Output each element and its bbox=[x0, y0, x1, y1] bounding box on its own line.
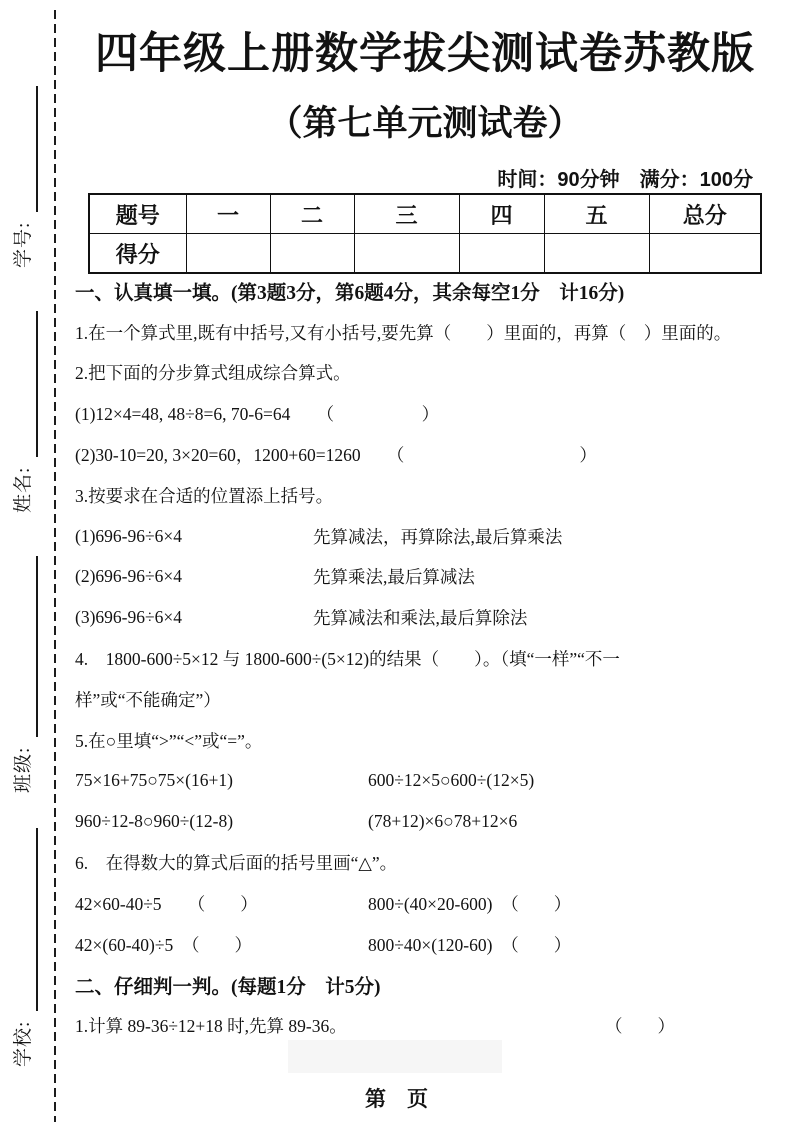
col-part-2: 二 bbox=[270, 194, 354, 234]
question-3-item-2 bbox=[75, 557, 775, 598]
score-table bbox=[88, 193, 762, 274]
expression: 800÷(40×20-600) （ ） bbox=[368, 893, 572, 914]
question-2-item-2: (2)30-10=20, 3×20=60，1200+60=1260 （ ） bbox=[75, 445, 597, 466]
expression: 800÷40×(120-60) （ ） bbox=[368, 934, 572, 955]
score-cell bbox=[270, 234, 354, 274]
expression: 75×16+75○75×(16+1) bbox=[75, 770, 233, 791]
score-cell bbox=[544, 234, 649, 274]
page-number-footer: 第 页 bbox=[365, 1088, 428, 1111]
student-name-blank-line bbox=[36, 311, 38, 457]
score-cell bbox=[459, 234, 544, 274]
page-subtitle: （第七单元测试卷） bbox=[267, 104, 583, 143]
score-cell bbox=[354, 234, 459, 274]
section-1-heading: 一、认真填一填。(第3题3分，第6题4分，其余每空1分 计16分) bbox=[75, 283, 625, 305]
class-blank-line bbox=[36, 556, 38, 737]
expression: 42×60-40÷5 （ ） bbox=[75, 893, 258, 914]
question-5: 5.在○里填“>”“<”或“=”。 bbox=[75, 730, 263, 751]
question-6: 6. 在得数大的算式后面的括号里画“△”。 bbox=[75, 853, 398, 874]
instruction: 先算减法和乘法,最后算除法 bbox=[313, 608, 528, 629]
student-id-field bbox=[11, 86, 38, 268]
question-3-item-3 bbox=[75, 597, 775, 638]
time-and-score-info: 时间：90分钟 满分：100分 bbox=[497, 169, 753, 191]
student-name-field bbox=[11, 311, 38, 513]
question-4-line-1: 4. 1800-600÷5×12 与 1800-600÷(5×12)的结果（ ）。（填“一样”“不一 bbox=[75, 649, 620, 670]
question-6-row-2 bbox=[75, 924, 775, 965]
question-4-line-2: 样”或“不能确定”） bbox=[75, 689, 221, 710]
exam-body bbox=[75, 271, 775, 1046]
expression: (2)696-96÷6×4 bbox=[75, 566, 182, 587]
question-3: 3.按要求在合适的位置添上括号。 bbox=[75, 485, 334, 506]
section-2-heading: 二、仔细判一判。(每题1分 计5分) bbox=[75, 976, 381, 998]
school-field bbox=[11, 828, 38, 1067]
expression: (3)696-96÷6×4 bbox=[75, 607, 182, 628]
question-text: 1.计算 89-36÷12+18 时,先算 89-36。 bbox=[75, 1016, 347, 1037]
student-id-blank-line bbox=[36, 86, 38, 212]
score-cell bbox=[649, 234, 761, 274]
school-blank-line bbox=[36, 828, 38, 1011]
class-field bbox=[11, 556, 38, 793]
question-3-item-1 bbox=[75, 516, 775, 557]
expression: (1)696-96÷6×4 bbox=[75, 525, 182, 546]
question-1: 1.在一个算式里,既有中括号,又有小括号,要先算（ ）里面的，再算（ ）里面的。 bbox=[75, 322, 732, 343]
col-part-3: 三 bbox=[354, 194, 459, 234]
question-2-item-1: (1)12×4=48, 48÷8=6, 70-6=64 （ ） bbox=[75, 404, 440, 425]
question-5-row-2 bbox=[75, 801, 775, 842]
question-number-header: 题号 bbox=[89, 194, 186, 234]
answer-blank: （ ） bbox=[605, 1016, 675, 1037]
col-total: 总分 bbox=[649, 194, 761, 234]
school-label: 学校: bbox=[13, 1020, 34, 1067]
col-part-4: 四 bbox=[459, 194, 544, 234]
score-table-score-row bbox=[89, 234, 761, 274]
instruction: 先算乘法,最后算减法 bbox=[313, 567, 475, 588]
scan-artifact bbox=[288, 1040, 502, 1073]
expression: (78+12)×6○78+12×6 bbox=[368, 811, 518, 832]
class-label: 班级: bbox=[13, 746, 34, 793]
student-id-label: 学号: bbox=[13, 221, 34, 268]
question-2: 2.把下面的分步算式组成综合算式。 bbox=[75, 363, 351, 384]
expression: 600÷12×5○600÷(12×5) bbox=[368, 770, 535, 791]
expression: 42×(60-40)÷5 （ ） bbox=[75, 934, 252, 955]
score-cell bbox=[186, 234, 270, 274]
score-header: 得分 bbox=[89, 234, 186, 274]
page-title: 四年级上册数学拔尖测试卷苏教版 bbox=[95, 30, 755, 78]
score-table-header-row bbox=[89, 194, 761, 234]
col-part-5: 五 bbox=[544, 194, 649, 234]
question-6-row-1 bbox=[75, 883, 775, 924]
student-name-label: 姓名: bbox=[13, 466, 34, 513]
instruction: 先算减法，再算除法,最后算乘法 bbox=[313, 526, 563, 547]
question-5-row-1 bbox=[75, 761, 775, 802]
expression: 960÷12-8○960÷(12-8) bbox=[75, 811, 234, 832]
col-part-1: 一 bbox=[186, 194, 270, 234]
fold-dashed-line bbox=[54, 10, 56, 1122]
